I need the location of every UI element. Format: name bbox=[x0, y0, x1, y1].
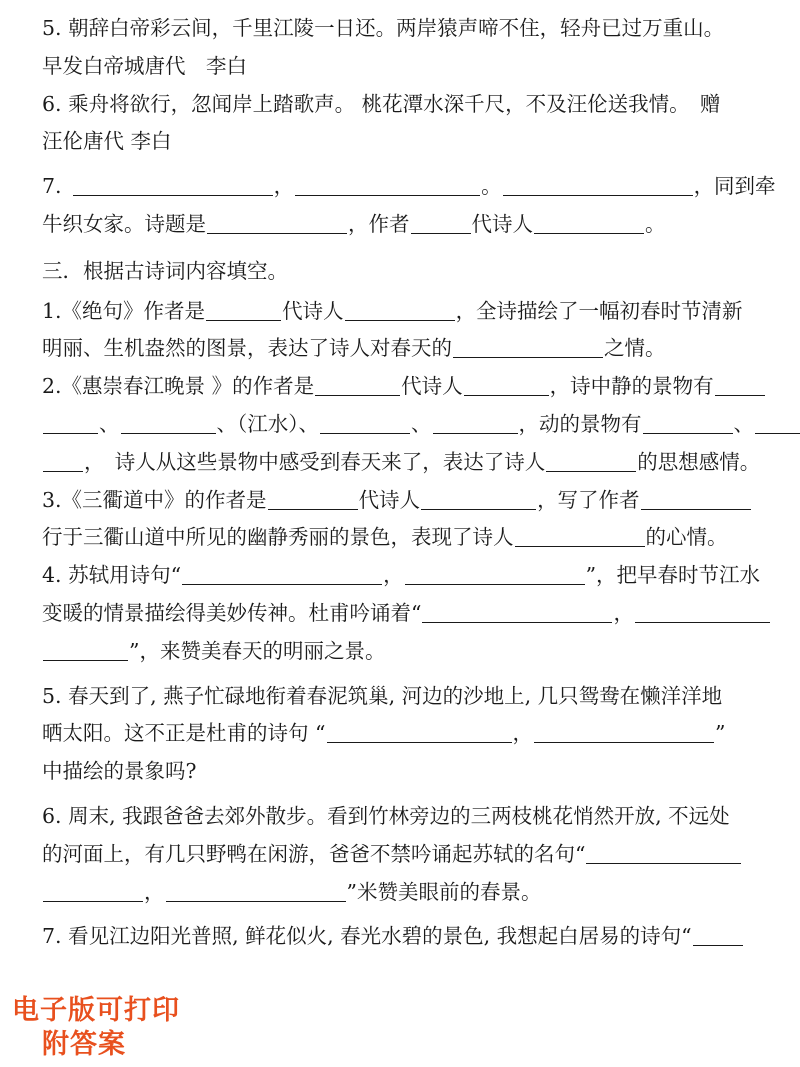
item-1-mid: ，全诗描绘了一幅初春时节清新 bbox=[455, 298, 743, 323]
punct-dun-1: 、 bbox=[99, 411, 120, 436]
punct-comma: ， bbox=[383, 563, 404, 588]
item-7-line2-end: 。 bbox=[645, 211, 666, 236]
fill-item-4-line-2 bbox=[42, 595, 778, 633]
punct-comma: ， bbox=[144, 879, 165, 904]
fill-item-5-line-2 bbox=[42, 715, 778, 753]
item-3-line2-lead: 行于三衢山道中所见的幽静秀丽的景色，表现了诗人 bbox=[42, 525, 514, 550]
item-4-mid: ”，把早春时节江水 bbox=[585, 563, 761, 588]
item-6-line2-lead: 的河面上，有几只野鸭在闲游，爸爸不禁吟诵起苏轼的名句“ bbox=[42, 841, 586, 866]
item-7-line2-mid: ，作者 bbox=[348, 211, 410, 236]
poem-item-7-line-2 bbox=[42, 206, 778, 244]
fill-item-6-line-1: 6. 周末, 我跟爸爸去郊外散步。看到竹林旁边的三两枝桃花悄然开放, 不远处 bbox=[42, 803, 730, 828]
fill-item-2-line-1 bbox=[42, 368, 778, 406]
item-2-line2-mid: ，动的景物有 bbox=[518, 411, 642, 436]
item-7-dynasty-label: 代诗人 bbox=[471, 211, 533, 236]
item-5-line2-end: ” bbox=[715, 721, 726, 746]
blank-field[interactable] bbox=[182, 569, 382, 585]
item-7-number: 7. bbox=[42, 174, 62, 199]
item-3-line2-end: 的心情。 bbox=[645, 525, 728, 550]
item-2-mid: ，诗中静的景物有 bbox=[549, 374, 714, 399]
fill-item-6-line-3 bbox=[42, 874, 778, 912]
item-2-dynasty-label: 代诗人 bbox=[401, 374, 463, 399]
blank-field[interactable] bbox=[715, 380, 765, 396]
punct-comma: ， bbox=[273, 174, 295, 199]
document-body bbox=[42, 10, 778, 956]
poem-item-5-line-1: 5. 朝辞白帝彩云间，千里江陵一日还。两岸猿声啼不住，轻舟已过万重山。 bbox=[42, 16, 725, 40]
blank-field[interactable] bbox=[295, 180, 480, 196]
blank-field[interactable] bbox=[643, 418, 733, 434]
punct-comma: ， bbox=[613, 600, 634, 625]
fill-item-4-line-3 bbox=[42, 633, 778, 671]
blank-field[interactable] bbox=[320, 418, 410, 434]
punct-period: 。 bbox=[481, 174, 502, 199]
blank-field[interactable] bbox=[635, 607, 770, 623]
blank-field[interactable] bbox=[586, 848, 741, 864]
punct-comma: ， bbox=[512, 721, 533, 746]
fill-item-5-line-3: 中描绘的景象吗? bbox=[42, 759, 197, 784]
watermark-line-2: 附答案 bbox=[42, 1029, 126, 1060]
item-7-line1-end: ，同到牵 bbox=[693, 174, 776, 199]
item-2-line3-lead: ， 诗人从这些景物中感受到春天来了，表达了诗人 bbox=[84, 449, 546, 474]
blank-field[interactable] bbox=[327, 727, 512, 743]
blank-field[interactable] bbox=[411, 218, 471, 234]
item-3-dynasty-label: 代诗人 bbox=[358, 487, 421, 512]
item-4-line3-end: ”，来赞美春天的明丽之景。 bbox=[129, 638, 386, 663]
blank-field[interactable] bbox=[534, 218, 644, 234]
item-1-lead: 1.《绝句》作者是 bbox=[42, 298, 206, 323]
blank-field[interactable] bbox=[73, 180, 273, 196]
fill-item-6-line-2 bbox=[42, 836, 778, 874]
fill-item-3-line-1 bbox=[42, 482, 778, 520]
blank-field[interactable] bbox=[641, 494, 751, 510]
item-7b-lead: 7. 看见江边阳光普照, 鲜花似火, 春光水碧的景色, 我想起白居易的诗句“ bbox=[42, 924, 692, 949]
item-1-line2-end: 之情。 bbox=[604, 336, 666, 361]
item-3-lead: 3.《三衢道中》的作者是 bbox=[42, 487, 267, 512]
watermark-line-1: 电子版可打印 bbox=[12, 995, 180, 1026]
fill-item-7-line-1 bbox=[42, 918, 778, 956]
item-4-line2-lead: 变暖的情景描绘得美妙传神。杜甫吟诵着“ bbox=[42, 600, 422, 625]
blank-field[interactable] bbox=[453, 342, 603, 358]
blank-field[interactable] bbox=[546, 456, 636, 472]
blank-field[interactable] bbox=[405, 569, 585, 585]
blank-field[interactable] bbox=[693, 930, 743, 946]
fill-item-4-line-1 bbox=[42, 557, 778, 595]
item-1-line2-lead: 明丽、生机盎然的图景，表达了诗人对春天的 bbox=[42, 336, 452, 361]
blank-field[interactable] bbox=[43, 456, 83, 472]
blank-field[interactable] bbox=[166, 886, 346, 902]
blank-field[interactable] bbox=[43, 886, 143, 902]
blank-field[interactable] bbox=[433, 418, 518, 434]
blank-field[interactable] bbox=[315, 380, 400, 396]
blank-field[interactable] bbox=[755, 418, 800, 434]
print-watermark bbox=[12, 994, 180, 1062]
blank-field[interactable] bbox=[43, 418, 98, 434]
blank-field[interactable] bbox=[503, 180, 693, 196]
punct-dun-2: 、 bbox=[411, 411, 432, 436]
poem-item-6-line-2: 汪伦唐代 李白 bbox=[42, 129, 172, 154]
blank-field[interactable] bbox=[206, 305, 281, 321]
fill-item-3-line-2 bbox=[42, 519, 778, 557]
item-6-line3-end: ”米赞美眼前的春景。 bbox=[346, 879, 542, 904]
item-7-line2-lead: 牛织女家。诗题是 bbox=[42, 211, 206, 236]
fill-item-5-line-1: 5. 春天到了, 燕子忙碌地衔着春泥筑巢, 河边的沙地上, 几只鸳鸯在懒洋洋地 bbox=[42, 683, 723, 708]
fill-item-2-line-3 bbox=[42, 444, 778, 482]
fill-item-2-line-2 bbox=[42, 406, 778, 444]
blank-field[interactable] bbox=[121, 418, 216, 434]
item-2-lead: 2.《惠崇春江晚景 》的作者是 bbox=[42, 374, 315, 399]
blank-field[interactable] bbox=[464, 380, 549, 396]
blank-field[interactable] bbox=[534, 727, 714, 743]
poem-item-6-line-1: 6. 乘舟将欲行，忽闻岸上踏歌声。 桃花潭水深千尺，不及汪伦送我情。 赠 bbox=[42, 91, 721, 116]
blank-field[interactable] bbox=[207, 218, 347, 234]
item-1-dynasty-label: 代诗人 bbox=[282, 298, 344, 323]
poem-item-7-line-1 bbox=[42, 168, 778, 206]
item-2-line3-end: 的思想感情。 bbox=[637, 449, 761, 474]
blank-field[interactable] bbox=[345, 305, 455, 321]
fill-item-1-line-1 bbox=[42, 293, 778, 331]
item-3-mid: ，写了作者 bbox=[537, 487, 640, 512]
item-2-jiangshui: 、（江水）、 bbox=[216, 411, 319, 436]
blank-field[interactable] bbox=[43, 645, 128, 661]
blank-field[interactable] bbox=[422, 607, 612, 623]
blank-field[interactable] bbox=[515, 531, 645, 547]
fill-item-1-line-2 bbox=[42, 330, 778, 368]
section-three-heading: 三．根据古诗词内容填空。 bbox=[42, 258, 288, 283]
item-4-lead: 4. 苏轼用诗句“ bbox=[42, 563, 182, 588]
blank-field[interactable] bbox=[268, 494, 358, 510]
item-5-line2-lead: 晒太阳。这不正是杜甫的诗句 “ bbox=[42, 721, 326, 746]
punct-dun-3: 、 bbox=[733, 411, 754, 436]
blank-field[interactable] bbox=[421, 494, 536, 510]
poem-item-5-line-2: 早发白帝城唐代 李白 bbox=[42, 53, 247, 78]
